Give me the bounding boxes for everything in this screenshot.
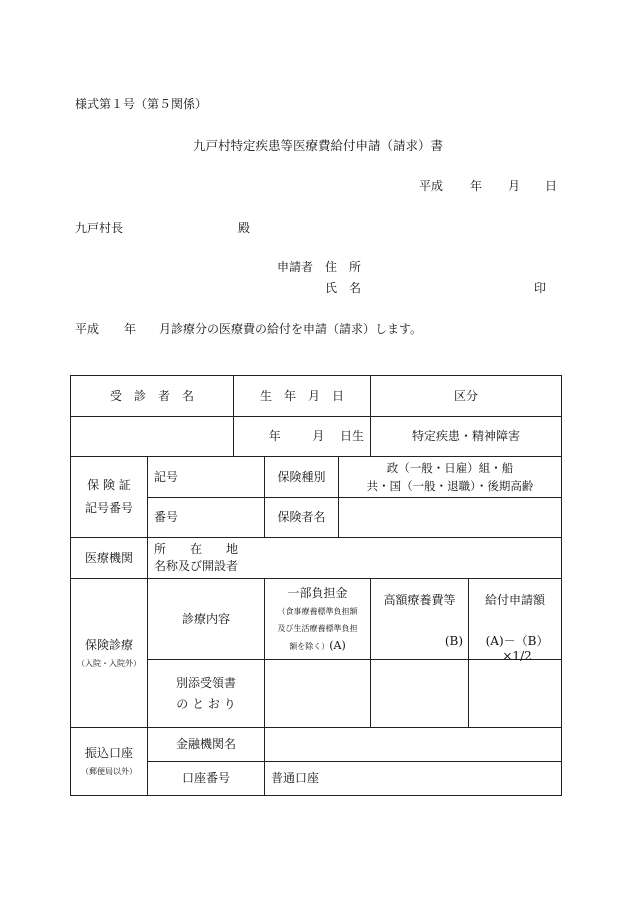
receipt-note <box>148 660 265 728</box>
insurance-type-options[interactable] <box>339 457 562 498</box>
insurance-type-label: 保険種別 <box>265 457 339 498</box>
insurance-treatment-text: 保険診療 <box>84 637 133 652</box>
insurer-name-field[interactable] <box>339 498 562 538</box>
number-field[interactable] <box>148 498 265 538</box>
birth-date-header: 生 年 月 日 <box>234 376 371 417</box>
account-number-field[interactable] <box>265 762 562 796</box>
benefit-amount-label: 給付申請額 <box>485 593 546 607</box>
number-label: 番号 <box>154 510 179 524</box>
statement-text: 月診療分の医療費の給付を申請（請求）します。 <box>159 322 423 336</box>
statement-era: 平成 <box>75 322 100 336</box>
addressee-suffix: 殿 <box>238 221 251 235</box>
copay-mark: (A) <box>329 638 346 652</box>
insurer-name-label: 保険者名 <box>265 498 339 538</box>
high-cost-amount-field[interactable] <box>371 660 469 728</box>
copay-note-line1: （食事療養標準負担額 <box>277 607 358 616</box>
form-number: 様式第１号（第５関係） <box>75 97 208 111</box>
insurance-card-label <box>71 457 148 538</box>
address-label: 住 所 <box>325 260 362 274</box>
high-cost-header <box>371 579 469 660</box>
patient-name-header: 受 診 者 名 <box>71 376 234 417</box>
account-number-label: 口座番号 <box>148 762 265 796</box>
treatment-content-label: 診療内容 <box>148 579 265 660</box>
date-day-label: 日 <box>545 179 558 193</box>
date-era: 平成 <box>419 179 444 193</box>
benefit-amount-field[interactable] <box>469 660 562 728</box>
inpatient-outpatient-text: （入院・入院外） <box>77 658 141 668</box>
copay-amount-field[interactable] <box>265 660 371 728</box>
transfer-account-text: 振込口座 <box>84 746 133 760</box>
category-value: 特定疾患・精神障害 <box>371 417 562 457</box>
medical-institution-field[interactable] <box>148 538 562 579</box>
applicant-label: 申請者 <box>277 260 314 274</box>
addressee: 九戸村長 <box>75 221 124 235</box>
bank-name-field[interactable] <box>265 728 562 762</box>
symbol-label: 記号 <box>154 469 179 484</box>
name-label: 氏 名 <box>325 281 362 295</box>
insurance-card-label-line2: 記号番号 <box>84 501 133 515</box>
statement-year: 年 <box>124 322 137 336</box>
application-form-table <box>70 375 562 796</box>
insurance-options-line2: 共・国（一般・退職）・後期高齢 <box>366 479 534 493</box>
receipt-note-line1: 別添受領書 <box>176 676 237 691</box>
except-post-text: （郵便局以外） <box>81 767 137 776</box>
benefit-amount-header <box>469 579 562 663</box>
receipt-note-line2: の と お り <box>176 696 236 711</box>
document-title: 九戸村特定疾患等医療費給付申請（請求）書 <box>193 138 444 153</box>
birth-date-field[interactable] <box>234 417 371 457</box>
name-founder-label: 名称及び開設者 <box>154 559 239 573</box>
symbol-field[interactable] <box>148 457 265 498</box>
copay-note-line3: 額を除く） <box>289 641 330 651</box>
date-year-label: 年 <box>470 179 483 193</box>
high-cost-label: 高額療養費等 <box>383 593 456 607</box>
patient-name-field[interactable] <box>71 417 234 457</box>
medical-institution-label: 医療機関 <box>71 538 148 579</box>
birth-day-label: 日生 <box>340 429 365 443</box>
transfer-account-label <box>71 728 148 796</box>
category-header: 区分 <box>371 376 562 417</box>
birth-month-label: 月 <box>312 429 325 443</box>
location-label: 所 在 地 <box>154 541 239 556</box>
insurance-options-line1: 政（一般・日雇）組・船 <box>386 460 514 475</box>
date-month-label: 月 <box>508 179 521 193</box>
copay-header <box>265 579 371 660</box>
insurance-card-label-line1: 保 険 証 <box>87 478 131 492</box>
insurance-treatment-label <box>71 579 148 728</box>
copay-label: 一部負担金 <box>287 586 348 600</box>
high-cost-mark: (B) <box>444 634 464 648</box>
birth-year-label: 年 <box>268 429 281 443</box>
copay-note-line2: 及び生活療養標準負担 <box>277 623 358 633</box>
bank-name-label: 金融機関名 <box>148 728 265 762</box>
seal-mark: 印 <box>534 281 547 295</box>
benefit-formula: (A)－（B）×1/2 <box>485 634 549 663</box>
account-type-label: 普通口座 <box>271 771 320 785</box>
